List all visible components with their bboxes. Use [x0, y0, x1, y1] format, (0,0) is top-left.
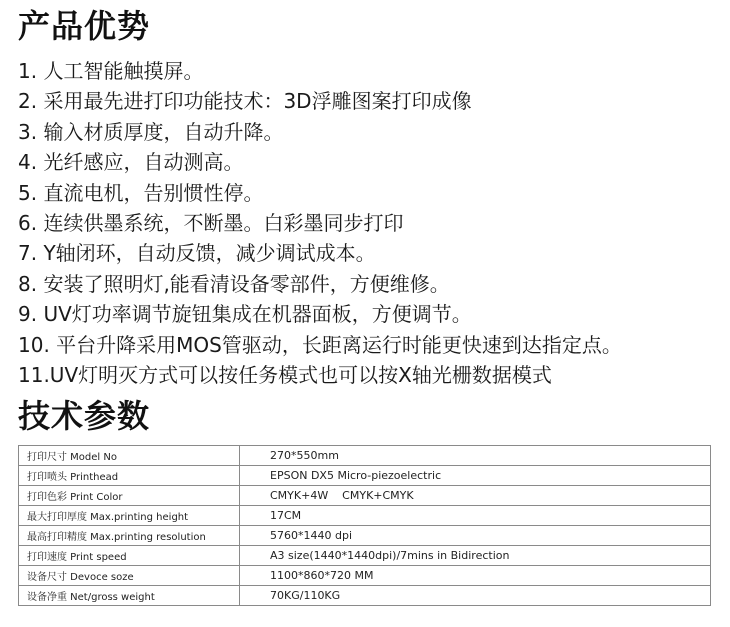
spec-label: 打印色彩 Print Color — [19, 486, 240, 506]
spec-label: 设备尺寸 Devoce soze — [19, 566, 240, 586]
spec-value: CMYK+4W CMYK+CMYK — [240, 486, 711, 506]
spec-label: 打印尺寸 Model No — [19, 446, 240, 466]
specs-table — [18, 445, 711, 606]
spec-value: 1100*860*720 MM — [240, 566, 711, 586]
spec-label: 打印速度 Print speed — [19, 546, 240, 566]
specs-title: 技术参数 — [18, 397, 151, 435]
table-row — [19, 566, 711, 586]
feature-item: 7. Y轴闭环，自动反馈，减少调试成本。 — [18, 241, 376, 266]
table-row — [19, 586, 711, 606]
feature-item: 1. 人工智能触摸屏。 — [18, 59, 204, 83]
spec-label: 最高打印精度 Max.printing resolution — [19, 526, 240, 546]
table-row — [19, 446, 711, 466]
feature-item: 9. UV灯功率调节旋钮集成在机器面板，方便调节。 — [18, 302, 472, 327]
table-row — [19, 526, 711, 546]
feature-item: 5. 直流电机，告别惯性停。 — [18, 180, 264, 205]
spec-value: 17CM — [240, 506, 711, 526]
feature-item: 2. 采用最先进打印功能技术：3D浮雕图案打印成像 — [18, 89, 472, 114]
spec-value: EPSON DX5 Micro-piezoelectric — [240, 466, 711, 486]
spec-value: 70KG/110KG — [240, 586, 711, 606]
table-row — [19, 466, 711, 486]
spec-label: 打印喷头 Printhead — [19, 466, 240, 486]
spec-label: 设备净重 Net/gross weight — [19, 586, 240, 606]
spec-value: 5760*1440 dpi — [240, 526, 711, 546]
feature-item: 3. 输入材质厚度，自动升降。 — [18, 119, 284, 144]
spec-value: A3 size(1440*1440dpi)/7mins in Bidirection — [240, 546, 711, 566]
feature-item: 4. 光纤感应，自动测高。 — [18, 150, 244, 175]
features-list — [18, 56, 728, 390]
spec-value: 270*550mm — [240, 446, 711, 466]
table-row — [19, 486, 711, 506]
feature-item: 11.UV灯明灭方式可以按任务模式也可以按X轴光栅数据模式 — [18, 362, 552, 387]
features-title: 产品优势 — [18, 7, 151, 45]
feature-item: 10. 平台升降采用MOS管驱动，长距离运行时能更快速到达指定点。 — [18, 332, 622, 357]
feature-item: 6. 连续供墨系统，不断墨。白彩墨同步打印 — [18, 210, 404, 235]
feature-item: 8. 安装了照明灯,能看清设备零部件，方便维修。 — [18, 271, 450, 296]
table-row — [19, 546, 711, 566]
table-row — [19, 506, 711, 526]
spec-label: 最大打印厚度 Max.printing height — [19, 506, 240, 526]
